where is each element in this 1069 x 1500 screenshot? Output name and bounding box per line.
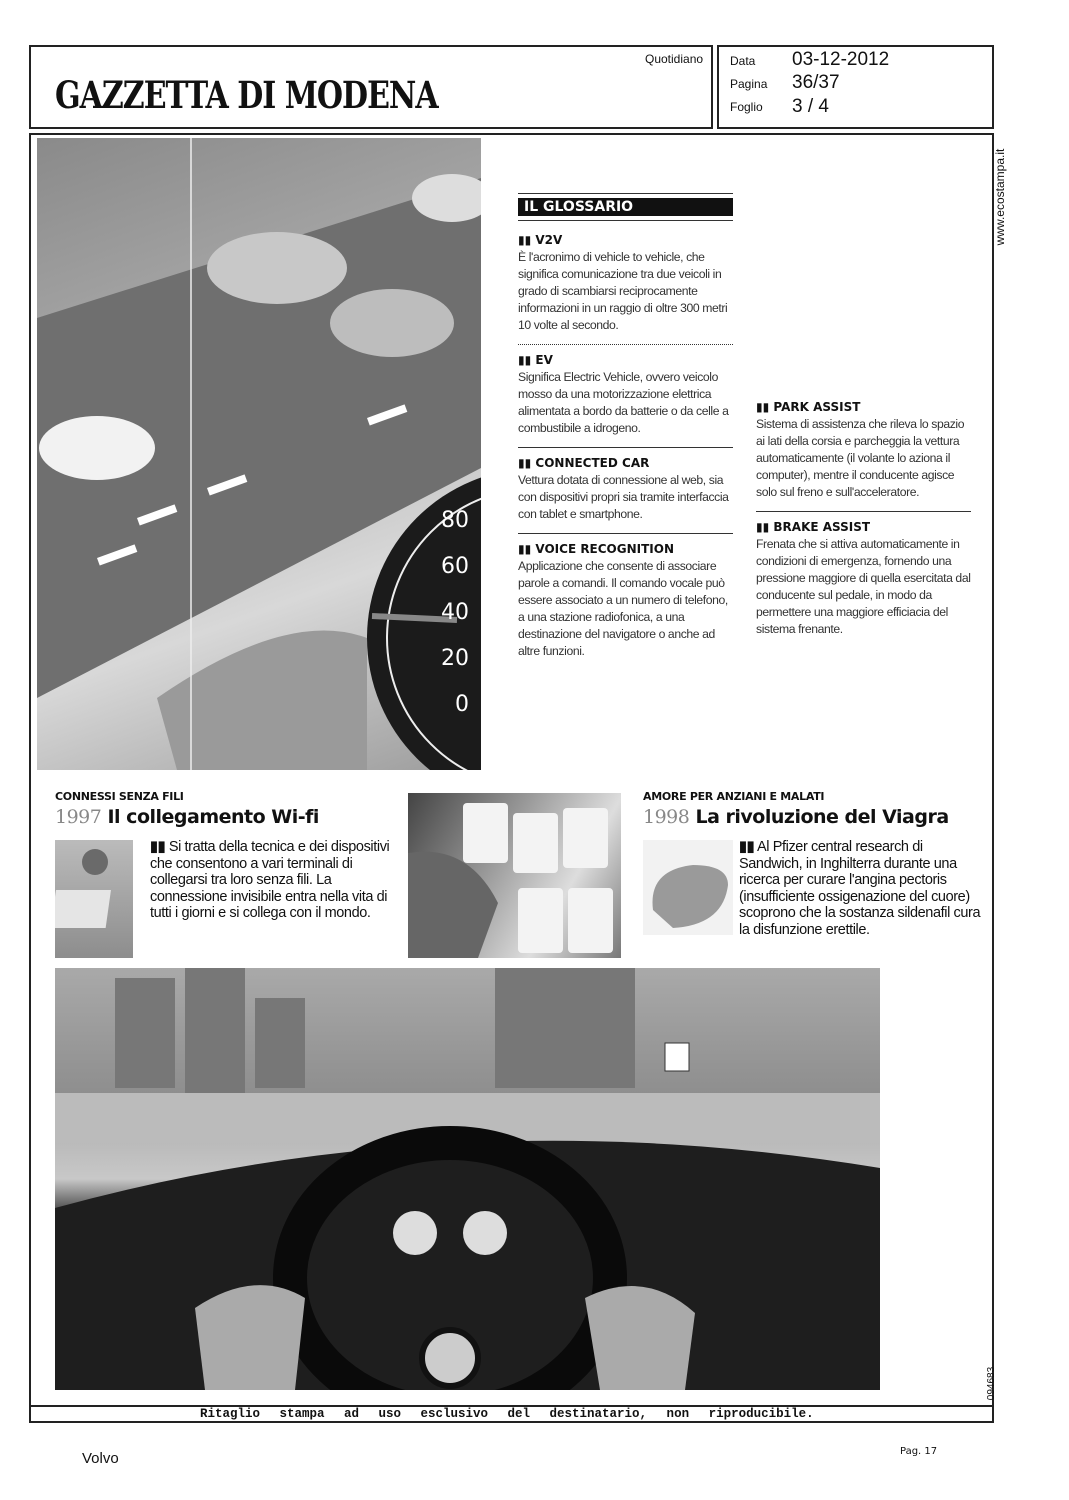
client-name: Volvo [82, 1450, 119, 1467]
pills-photo [408, 793, 621, 958]
viagra-title: La rivoluzione del Viagra [695, 806, 949, 828]
date-label: Data [730, 54, 756, 68]
wifi-photo [55, 840, 133, 958]
glossary-text: Sistema di assistenza che rileva lo spazio ai lati della corsia e parcheggia la vettura automaticamente (il volante lo aziona il computer), mentre il conducente agisce solo sul freno e sull'acceleratore. [756, 417, 965, 499]
glossary-term: PARK ASSIST [773, 400, 861, 414]
glossary-term: CONNECTED CAR [535, 456, 650, 470]
car-interior-photo [55, 968, 880, 1390]
sheet-label: Foglio [730, 100, 763, 114]
speed-60: 60 [441, 554, 469, 579]
speedometer-labels [437, 498, 469, 728]
speed-40: 40 [441, 600, 469, 625]
document-code: 094683 [986, 1366, 998, 1401]
glossary-entry: ▮▮ BRAKE ASSIST Frenata che si attiva automaticamente in condizioni di emergenza, fornendo una pressione maggiore di quella esercitata dal conducente sul pedale, in modo da permettere una maggiore efficiacia del sistema frenante. [756, 520, 971, 636]
sheet-value: 3 / 4 [792, 96, 829, 117]
glossary-entry: ▮▮ VOICE RECOGNITION Applicazione che consente di associare parole a comandi. Il comando vocale può essere associato a un numero di telefono, a una stazione radiofonica, a una destinazione del navigatore o anche ad altre funzioni. [518, 542, 733, 660]
glossary-text: Frenata che si attiva automaticamente in condizioni di emergenza, fornendo una pressione maggiore di quella esercitata dal conducente sul pedale, in modo da permettere una maggiore efficiacia del sistema frenante. [756, 537, 971, 636]
glossary-term: BRAKE ASSIST [773, 520, 871, 534]
glossary-entry: ▮▮ CONNECTED CAR Vettura dotata di connessione al web, sia con dispositivi propri sia tramite interfaccia con tablet e smartphone. [518, 456, 733, 523]
masthead: GAZZETTA DI MODENA [55, 74, 438, 118]
publication-type: Quotidiano [645, 52, 704, 66]
glossary-text: È l'acronimo di vehicle to vehicle, che significa comunicazione tra due veicoli in grado di scambiarsi reciprocamente informazioni in un raggio di oltre 300 metri 10 volte al secondo. [518, 250, 728, 332]
wifi-kicker: CONNESSI SENZA FILI [55, 790, 184, 803]
page-value: 36/37 [792, 72, 840, 93]
copyright-notice: Ritaglio stampa ad uso esclusivo del destinatario, non riproducibile. [200, 1407, 814, 1421]
viagra-body: ▮▮ Al Pfizer central research di Sandwich, in Inghilterra durante una ricerca per curare l'angina pectoris (insufficiente ossigenazione del cuore) scoprono che la sostanza sildenafil cura la disfunzione erettile. [739, 839, 984, 938]
glossary-text: Vettura dotata di connessione al web, sia con dispositivi propri sia tramite interfaccia con tablet e smartphone. [518, 473, 729, 521]
wifi-year: 1997 [55, 806, 102, 828]
glossary-term: EV [535, 353, 553, 367]
wifi-title: Il collegamento Wi-fi [107, 806, 319, 828]
viagra-headline [643, 806, 949, 828]
glossary-entry: ▮▮ PARK ASSIST Sistema di assistenza che rileva lo spazio ai lati della corsia e parcheggia la vettura automaticamente (il volante lo aziona il computer), mentre il conducente agisce solo sul freno e sull'acceleratore. [756, 400, 971, 501]
wifi-text: Si tratta della tecnica e dei dispositivi che consentono a vari terminali di collegarsi tra loro senza fili. La connessione invisibile entra nella vita di tutti i giorni e si collega con il mondo. [150, 839, 390, 921]
viagra-pill-image [643, 840, 733, 935]
glossary-term: V2V [535, 233, 563, 247]
glossary-term: VOICE RECOGNITION [535, 542, 675, 556]
glossary-text: Significa Electric Vehicle, ovvero veicolo mosso da una motorizzazione elettrica alimentata a bordo da batterie o da celle a combustibile a idrogeno. [518, 370, 729, 435]
glossary-entry: ▮▮ V2V È l'acronimo di vehicle to vehicle, che significa comunicazione tra due veicoli in grado di scambiarsi reciprocamente informazioni in un raggio di oltre 300 metri 10 volte al secondo. [518, 233, 733, 334]
website-vertical: www.ecostampa.it [993, 148, 1007, 246]
road-illustration [37, 138, 481, 770]
speed-0: 0 [455, 692, 469, 717]
speed-80: 80 [441, 508, 469, 533]
date-value: 03-12-2012 [792, 49, 890, 70]
page-number: Pag. 17 [900, 1446, 938, 1457]
speed-20: 20 [441, 646, 469, 671]
wifi-headline [55, 806, 319, 828]
viagra-text: Al Pfizer central research di Sandwich, in Inghilterra durante una ricerca per curare l'angina pectoris (insufficiente ossigenazione del cuore) scoprono che la sostanza sildenafil cura la disfunzione erettile. [739, 839, 981, 938]
glossary-title: IL GLOSSARIO [518, 198, 733, 220]
viagra-year: 1998 [643, 806, 690, 828]
page-label: Pagina [730, 77, 768, 91]
glossary-text: Applicazione che consente di associare parole a comandi. Il comando vocale può essere associato a un numero di telefono, a una stazione radiofonica, a una destinazione del navigatore o anche ad altre funzioni. [518, 559, 728, 658]
wifi-body: ▮▮ Si tratta della tecnica e dei dispositivi che consentono a vari terminali di collegarsi tra loro senza fili. La connessione invisibile entra nella vita di tutti i giorni e si collega con il mondo. [150, 839, 395, 922]
viagra-kicker: AMORE PER ANZIANI E MALATI [643, 790, 825, 803]
glossary-col-1 [518, 193, 733, 660]
glossary-entry: ▮▮ EV Significa Electric Vehicle, ovvero veicolo mosso da una motorizzazione elettrica alimentata a bordo da batterie o da celle a combustibile a idrogeno. [518, 353, 733, 437]
glossary-col-2 [756, 400, 971, 638]
